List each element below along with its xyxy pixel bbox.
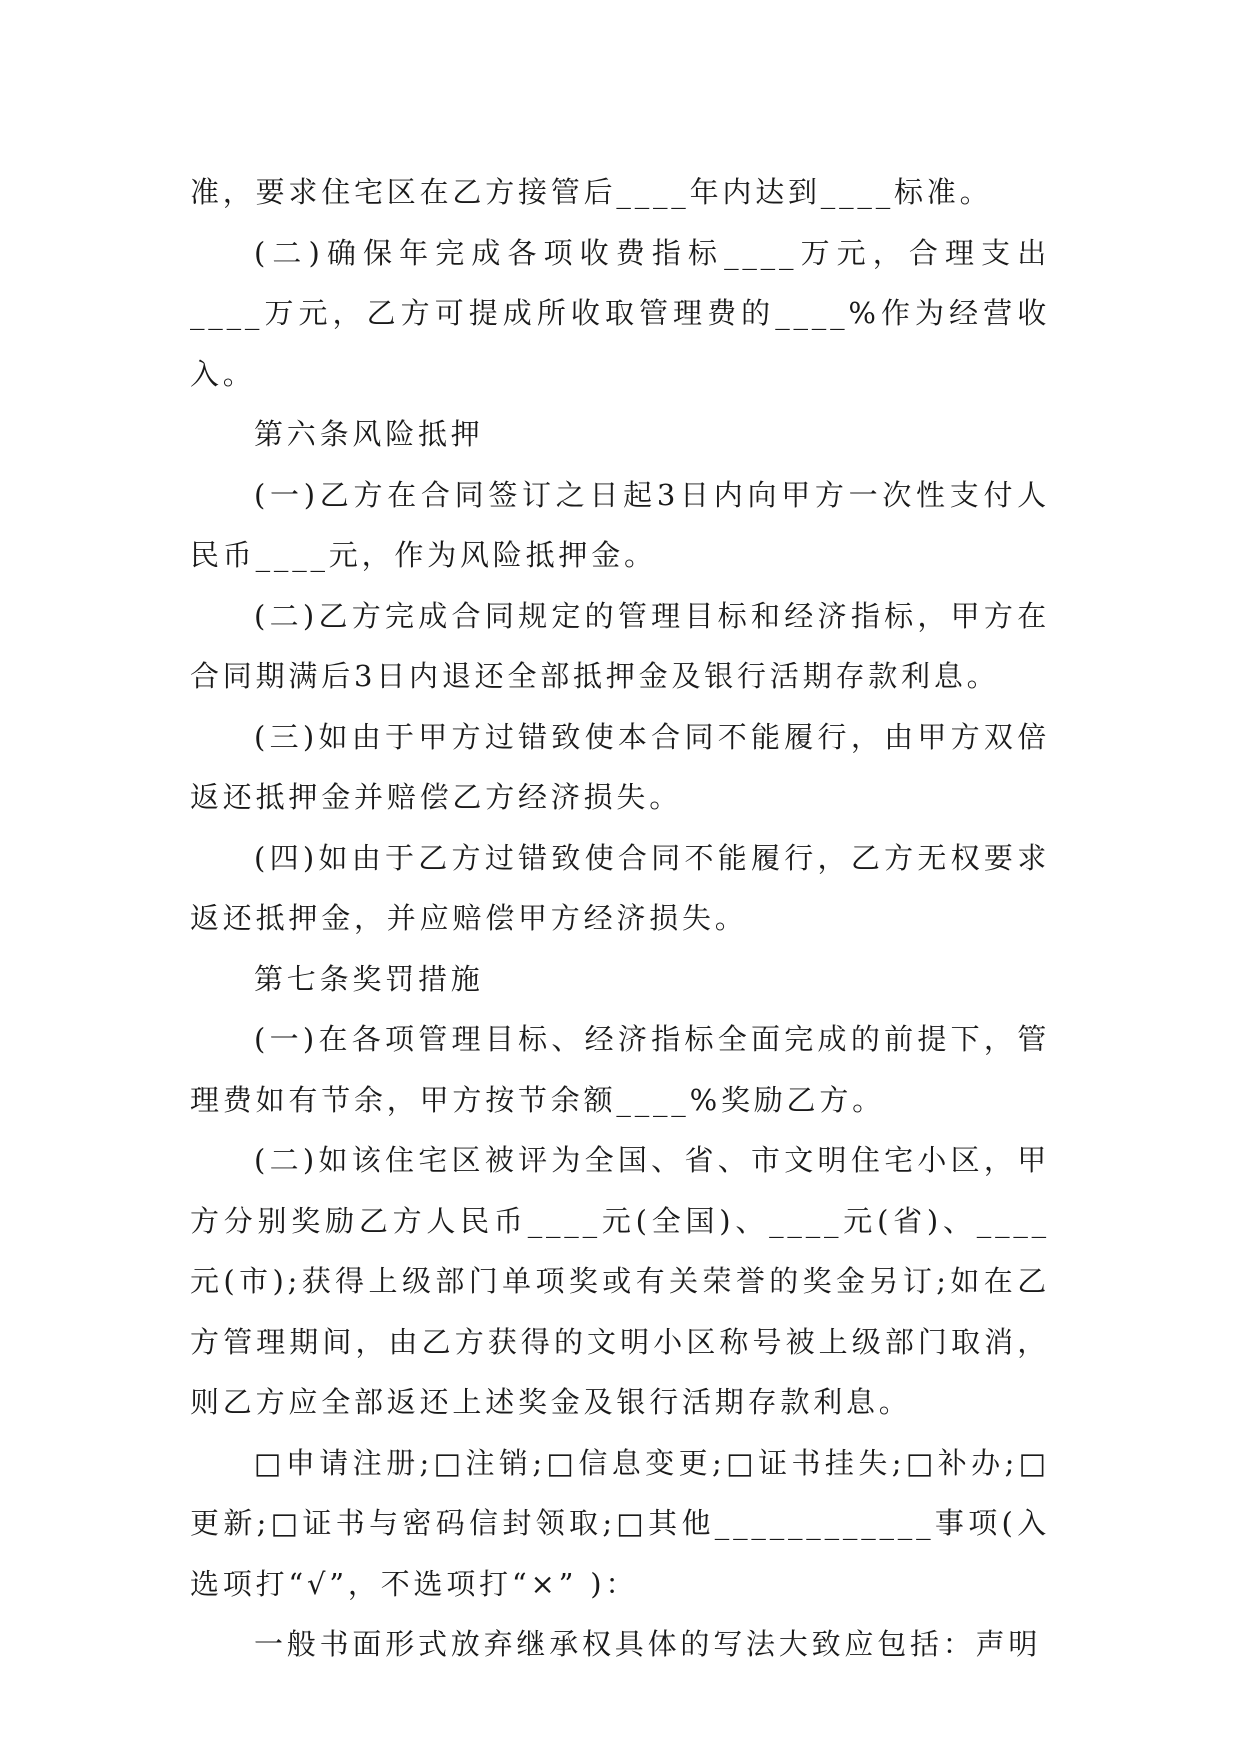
- paragraph-5: (二)乙方完成合同规定的管理目标和经济指标，甲方在合同期满后3日内退还全部抵押金及银行活期存款利息。: [190, 598, 1050, 693]
- paragraph-4: (一)乙方在合同签订之日起3日内向甲方一次性支付人民币____元，作为风险抵押金。: [190, 477, 1050, 572]
- paragraph-2: (二)确保年完成各项收费指标____万元，合理支出____万元，乙方可提成所收取管理费的____%作为经营收入。: [190, 235, 1050, 391]
- paragraph-6: (三)如由于甲方过错致使本合同不能履行，由甲方双倍返还抵押金并赔偿乙方经济损失。: [190, 719, 1050, 814]
- paragraph-12: 一般书面形式放弃继承权具体的写法大致应包括：声明: [254, 1627, 1042, 1661]
- section-heading-6: 第六条风险抵押: [254, 417, 484, 451]
- document-body: [190, 162, 1050, 1675]
- paragraph-9: (一)在各项管理目标、经济指标全面完成的前提下，管理费如有节余，甲方按节余额____%奖励乙方。: [190, 1022, 1050, 1117]
- paragraph-10: (二)如该住宅区被评为全国、省、市文明住宅小区，甲方分别奖励乙方人民币____元(全国)、____元(省)、____元(市);获得上级部门单项奖或有关荣誉的奖金另订;如在乙方管理期间，由乙方获得的文明小区称号被上级部门取消，则乙方应全部返还上述奖金及银行活期存款利息。: [190, 1143, 1050, 1419]
- paragraph-1: 准，要求住宅区在乙方接管后____年内达到____标准。: [190, 175, 993, 209]
- section-heading-7: 第七条奖罚措施: [254, 961, 484, 996]
- paragraph-7: (四)如由于乙方过错致使合同不能履行，乙方无权要求返还抵押金，并应赔偿甲方经济损失。: [190, 840, 1050, 935]
- checkbox-options-paragraph: □申请注册;□注销;□信息变更;□证书挂失;□补办;□更新;□证书与密码信封领取;□其他____________事项(入选项打“√”，不选项打“×” )：: [190, 1445, 1050, 1601]
